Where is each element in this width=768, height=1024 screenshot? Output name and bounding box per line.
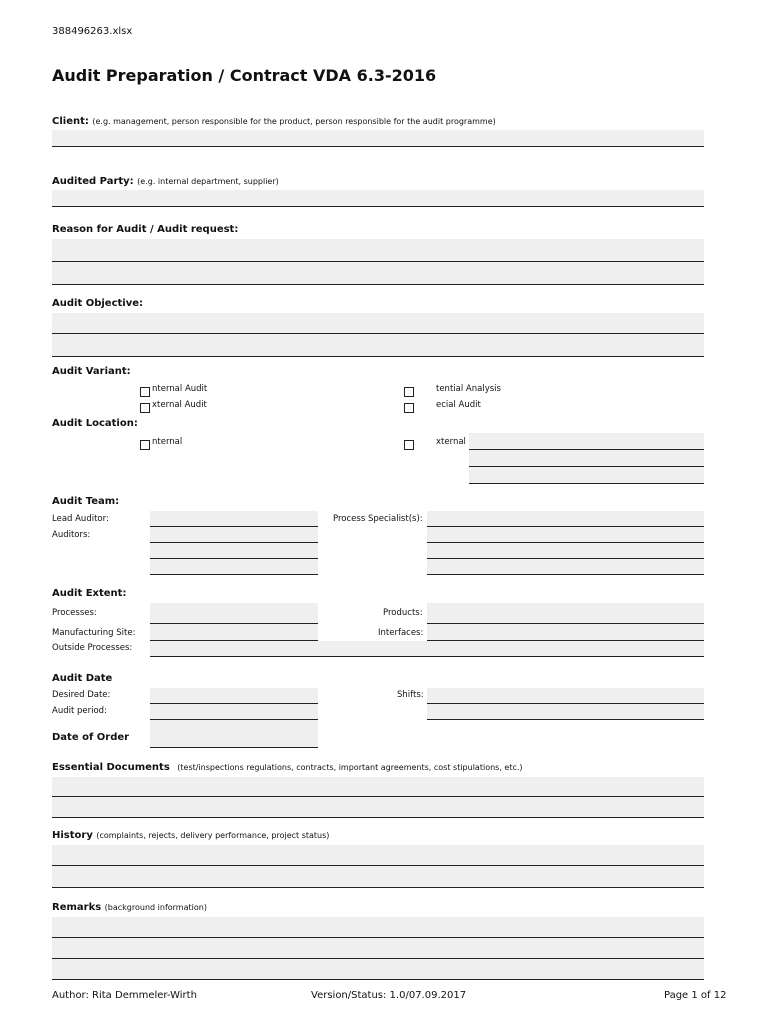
history-hint: (complaints, rejects, delivery performance, project status)	[96, 831, 330, 840]
potential-analysis-checkbox[interactable]	[404, 387, 414, 397]
remarks-hint: (background information)	[104, 903, 207, 912]
auditors-field-3[interactable]	[150, 559, 318, 575]
shifts-label: Shifts:	[397, 690, 424, 700]
desired-date-field[interactable]	[150, 688, 318, 704]
location-external-field-1[interactable]	[469, 433, 704, 450]
essential-hint: (test/inspections regulations, contracts, important agreements, cost stipulations, etc.)	[177, 763, 523, 772]
process-specialists-field-3[interactable]	[427, 543, 704, 559]
objective-field-1[interactable]	[52, 313, 704, 334]
outside-processes-field[interactable]	[150, 641, 704, 657]
location-external-checkbox[interactable]	[404, 440, 414, 450]
audited-party-section	[52, 176, 279, 187]
audited-party-field[interactable]	[52, 190, 704, 207]
footer-page: Page 1 of 12	[664, 990, 727, 1001]
extent-label: Audit Extent:	[52, 588, 127, 599]
process-specialists-field-2[interactable]	[427, 527, 704, 543]
client-field[interactable]	[52, 130, 704, 147]
team-label: Audit Team:	[52, 496, 120, 507]
location-external-label: xternal	[436, 437, 466, 447]
internal-audit-checkbox[interactable]	[140, 387, 150, 397]
footer-author: Author: Rita Demmeler-Wirth	[52, 990, 197, 1001]
auditors-label: Auditors:	[52, 530, 91, 540]
essential-field-1[interactable]	[52, 777, 704, 797]
history-field-2[interactable]	[52, 866, 704, 888]
auditors-field-2[interactable]	[150, 543, 318, 559]
processes-label: Processes:	[52, 608, 97, 618]
variant-label: Audit Variant:	[52, 366, 131, 377]
special-audit-checkbox[interactable]	[404, 403, 414, 413]
file-name: 388496263.xlsx	[52, 26, 133, 37]
auditors-field-1[interactable]	[150, 527, 318, 543]
process-specialists-field-4[interactable]	[427, 559, 704, 575]
history-label: History	[52, 830, 93, 841]
client-label: Client:	[52, 116, 89, 127]
objective-label: Audit Objective:	[52, 298, 144, 309]
lead-auditor-field[interactable]	[150, 511, 318, 527]
location-label: Audit Location:	[52, 418, 138, 429]
remarks-field-2[interactable]	[52, 938, 704, 959]
external-audit-label: xternal Audit	[152, 400, 207, 410]
reason-label: Reason for Audit / Audit request:	[52, 224, 239, 235]
processes-field[interactable]	[150, 603, 318, 624]
date-of-order-field[interactable]	[150, 720, 318, 748]
audited-party-hint: (e.g. internal department, supplier)	[137, 177, 279, 186]
potential-analysis-label: tential Analysis	[436, 384, 501, 394]
process-specialists-field-1[interactable]	[427, 511, 704, 527]
location-internal-checkbox[interactable]	[140, 440, 150, 450]
client-section	[52, 116, 496, 127]
manufacturing-site-field[interactable]	[150, 624, 318, 641]
audit-period-field[interactable]	[150, 704, 318, 720]
remarks-label: Remarks	[52, 902, 102, 913]
client-hint: (e.g. management, person responsible for the product, person responsible for the audit programme)	[92, 117, 496, 126]
remarks-section	[52, 902, 207, 913]
remarks-field-3[interactable]	[52, 959, 704, 980]
outside-processes-label: Outside Processes:	[52, 643, 133, 653]
essential-label: Essential Documents	[52, 762, 170, 773]
essential-section	[52, 762, 523, 773]
products-field[interactable]	[427, 603, 704, 624]
history-field-1[interactable]	[52, 845, 704, 866]
history-section	[52, 830, 329, 841]
internal-audit-label: nternal Audit	[152, 384, 208, 394]
location-internal-label: nternal	[152, 437, 183, 447]
process-specialists-label: Process Specialist(s):	[333, 514, 423, 524]
remarks-field-1[interactable]	[52, 917, 704, 938]
lead-auditor-label: Lead Auditor:	[52, 514, 109, 524]
location-external-field-3[interactable]	[469, 467, 704, 484]
manufacturing-site-label: Manufacturing Site:	[52, 628, 136, 638]
date-of-order-label: Date of Order	[52, 732, 130, 743]
shifts-field-1[interactable]	[427, 688, 704, 704]
page-title: Audit Preparation / Contract VDA 6.3-2016	[52, 66, 437, 85]
interfaces-label: Interfaces:	[378, 628, 424, 638]
shifts-field-2[interactable]	[427, 704, 704, 720]
essential-field-2[interactable]	[52, 797, 704, 818]
objective-field-2[interactable]	[52, 334, 704, 357]
audit-date-label: Audit Date	[52, 673, 113, 684]
footer-version: Version/Status: 1.0/07.09.2017	[311, 990, 467, 1001]
reason-field-1[interactable]	[52, 239, 704, 262]
special-audit-label: ecial Audit	[436, 400, 481, 410]
location-external-field-2[interactable]	[469, 450, 704, 467]
products-label: Products:	[383, 608, 423, 618]
reason-field-2[interactable]	[52, 262, 704, 285]
desired-date-label: Desired Date:	[52, 690, 111, 700]
interfaces-field[interactable]	[427, 624, 704, 641]
external-audit-checkbox[interactable]	[140, 403, 150, 413]
audit-period-label: Audit period:	[52, 706, 107, 716]
audited-party-label: Audited Party:	[52, 176, 134, 187]
